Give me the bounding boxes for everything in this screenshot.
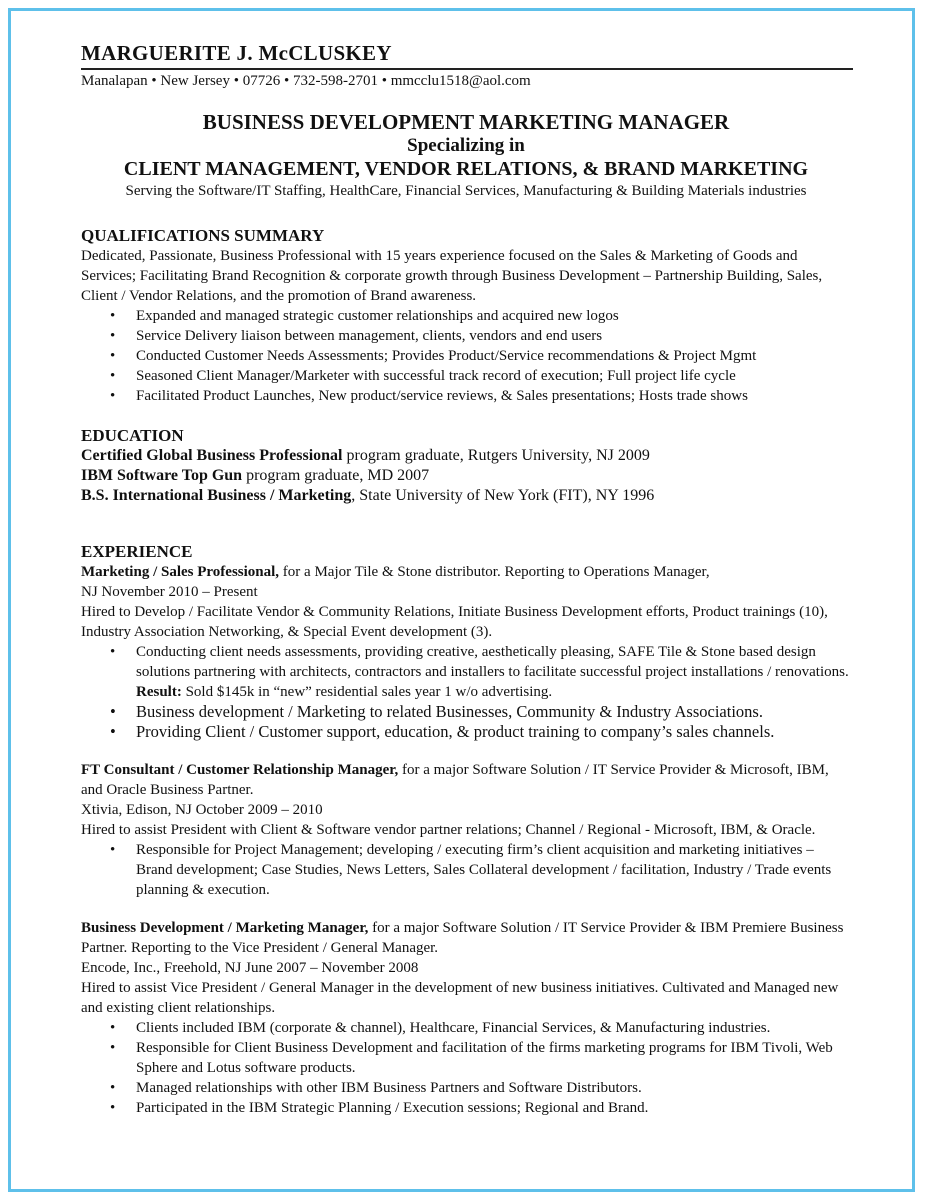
list-item: • Participated in the IBM Strategic Planning / Execution sessions; Regional and Brand. [110,1100,649,1116]
job-location-date: Xtivia, Edison, NJ October 2009 – 2010 [81,802,323,818]
job-title: FT Consultant / Customer Relationship Manager, for a major Software Solution / IT Service Provider & Microsoft, IBM, and Oracle Business Partner. [81,762,829,798]
bullet-icon: • [110,368,116,384]
headline-specialties: CLIENT MANAGEMENT, VENDOR RELATIONS, & BRAND MARKETING [123,158,809,180]
bullet-icon: • [110,722,116,741]
experience-section [81,542,851,1118]
bullet-icon: • [110,702,116,721]
job-summary: Hired to assist President with Client & Software vendor partner relations; Channel / Regional - Microsoft, IBM, & Oracle. [81,822,816,838]
education-item: Certified Global Business Professional program graduate, Rutgers University, NJ 2009 [81,447,650,464]
job-location-date: Encode, Inc., Freehold, NJ June 2007 – November 2008 [81,960,419,976]
list-item: • Service Delivery liaison between management, clients, vendors and end users [110,328,603,344]
list-item: • Conducted Customer Needs Assessments; Provides Product/Service recommendations & Project Mgmt [110,348,757,364]
experience-heading: EXPERIENCE [81,542,193,561]
job-bullets [81,642,851,742]
list-item: • Clients included IBM (corporate & channel), Healthcare, Financial Services, & Manufacturing industries. [110,1020,771,1036]
bullet-icon: • [110,1040,116,1056]
bullet-icon: • [110,644,116,660]
education-section [81,426,851,506]
education-item: IBM Software Top Gun program graduate, MD 2007 [81,467,430,484]
list-item: • Providing Client / Customer support, education, & product training to company’s sales channels. [110,722,775,741]
job-summary: Hired to assist Vice President / General Manager in the development of new business initiatives. Cultivated and Managed new and existing client relationships. [81,980,839,1016]
qualifications-section [81,226,851,406]
job-entry [81,562,851,742]
headline-title: BUSINESS DEVELOPMENT MARKETING MANAGER [202,110,730,134]
list-item: • Seasoned Client Manager/Marketer with successful track record of execution; Full project life cycle [110,368,736,384]
list-item: • Expanded and managed strategic customer relationships and acquired new logos [110,308,619,324]
job-title: Business Development / Marketing Manager, for a major Software Solution / IT Service Provider & IBM Premiere Business Partner. Reporting to the Vice President / General Manager. [81,920,844,956]
contact-line: Manalapan • New Jersey • 07726 • 732-598-2701 • mmcclu1518@aol.com [81,73,531,89]
bullet-icon: • [110,348,116,364]
list-item: • Managed relationships with other IBM Business Partners and Software Distributors. [110,1080,642,1096]
bullet-icon: • [110,388,116,404]
job-entry [81,918,851,1118]
job-entry [81,760,851,900]
bullet-icon: • [110,1100,116,1116]
resume-page [81,40,851,1118]
list-item: • Facilitated Product Launches, New product/service reviews, & Sales presentations; Hosts trade shows [110,388,748,404]
job-bullets [81,840,851,900]
job-bullets [81,1018,851,1118]
list-item: • Conducting client needs assessments, providing creative, aesthetically pleasing, SAFE Tile & Stone based design solutions partnering with architects, contractors and installers to facilitate successful project installations / renovations. Result: Sold $145k in “new” residential sales year 1 w/o advertising. [110,644,849,700]
education-heading: EDUCATION [81,426,184,445]
bullet-icon: • [110,308,116,324]
bullet-icon: • [110,328,116,344]
job-title: Marketing / Sales Professional, for a Major Tile & Stone distributor. Reporting to Operations Manager, [81,564,710,580]
bullet-icon: • [110,842,116,858]
header-divider [81,68,853,70]
list-item: • Responsible for Client Business Development and facilitation of the firms marketing programs for IBM Tivoli, Web Sphere and Lotus software products. [110,1040,833,1076]
candidate-name: MARGUERITE J. McCLUSKEY [81,41,392,65]
qualifications-intro: Dedicated, Passionate, Business Professional with 15 years experience focused on the Sales & Marketing of Goods and Services; Facilitating Brand Recognition & corporate growth through Business Development – Partnership Building, Sales, Client / Vendor Relations, and the promotion of Brand awareness. [81,248,823,304]
headline-industries: Serving the Software/IT Staffing, HealthCare, Financial Services, Manufacturing & Building Materials industries [125,183,807,199]
list-item: • Responsible for Project Management; developing / executing firm’s client acquisition and marketing initiatives – Brand development; Case Studies, News Letters, Sales Collateral development / facilitation, Industry / Trade events planning & execution. [110,842,832,898]
education-item: B.S. International Business / Marketing, State University of New York (FIT), NY 1996 [81,487,655,504]
list-item: • Business development / Marketing to related Businesses, Community & Industry Associations. [110,702,763,721]
headline-specializing: Specializing in [407,135,525,156]
bullet-icon: • [110,1080,116,1096]
qualifications-list [81,306,851,406]
qualifications-heading: QUALIFICATIONS SUMMARY [81,226,325,245]
headline-block [81,109,851,201]
bullet-icon: • [110,1020,116,1036]
job-summary: Hired to Develop / Facilitate Vendor & Community Relations, Initiate Business Development efforts, Product trainings (10), Industry Association Networking, & Special Event development (3). [81,604,828,640]
job-location-date: NJ November 2010 – Present [81,584,258,600]
